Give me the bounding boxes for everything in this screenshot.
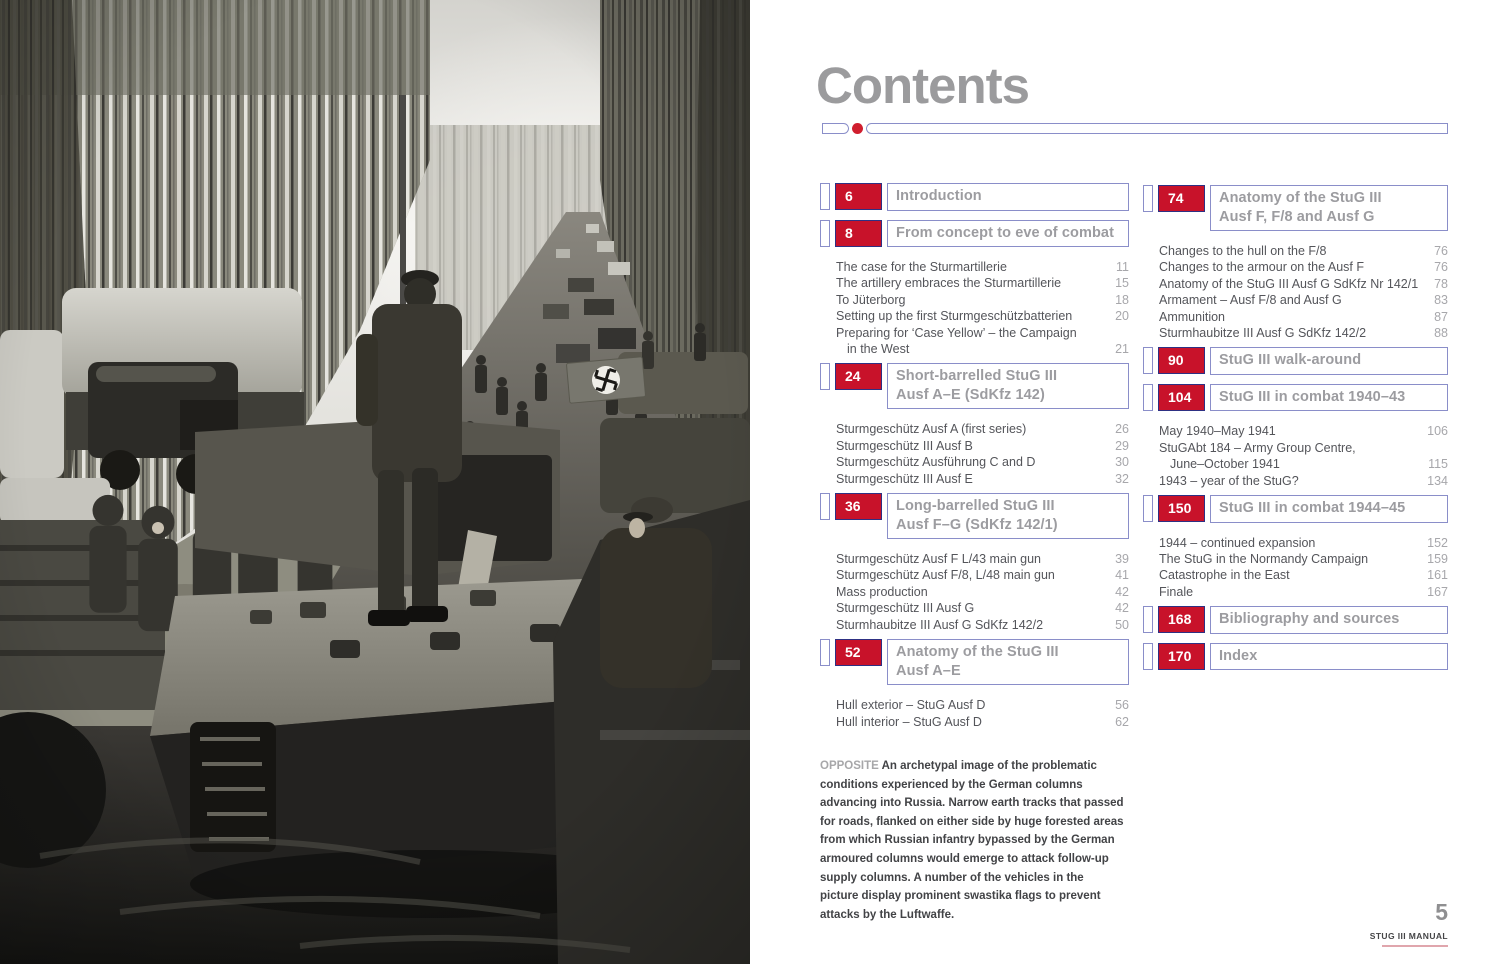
toc-item-page: 15: [1115, 276, 1129, 291]
toc-item-page: 56: [1115, 698, 1129, 713]
toc-item-page: 11: [1116, 260, 1129, 274]
chapter-section-introduction: [820, 183, 1129, 211]
chapter-title-box: Introduction: [887, 183, 1129, 211]
toc-item-label: Changes to the armour on the Ausf F: [1159, 260, 1364, 275]
toc-item: [836, 275, 1129, 291]
toc-item: [836, 259, 1129, 275]
toc-item: [1159, 440, 1448, 473]
chapter-number: 24: [835, 363, 882, 390]
toc-item-label: To Jüterborg: [836, 292, 906, 307]
toc-item-page: 42: [1115, 601, 1129, 616]
toc-item: [1159, 259, 1448, 275]
chapter-title-box: From concept to eve of combat: [887, 220, 1129, 248]
toc-item: [836, 714, 1129, 730]
toc-item-page: 76: [1434, 244, 1448, 258]
toc-item-label: Setting up the first Sturmgeschützbatterien: [836, 309, 1073, 324]
chapter-section-bibliography: [1143, 606, 1448, 634]
rule-dot: [852, 123, 863, 134]
toc-item-label: 1944 – continued expansion: [1159, 535, 1316, 550]
toc-item: [1159, 309, 1448, 325]
toc-item-label: The case for the Sturmartillerie: [836, 260, 1007, 274]
chapter-section-anatomy-f-g: [1143, 185, 1448, 231]
toc-item-page: 62: [1115, 714, 1129, 729]
chapter-number: 170: [1158, 643, 1205, 670]
chapter-tick-box: [820, 493, 830, 520]
toc-item: [1159, 292, 1448, 308]
toc-item-page: 87: [1434, 309, 1448, 324]
toc-item-page: 21: [1115, 342, 1129, 357]
toc-item-label: Mass production: [836, 584, 928, 599]
chapter-section-combat-1940-43: [1143, 384, 1448, 412]
toc-item: [1159, 243, 1448, 259]
toc-item: [836, 308, 1129, 324]
toc-item: [1159, 567, 1448, 583]
chapter-tick-box: [1143, 185, 1153, 212]
book-title: STUG III MANUAL: [1369, 931, 1448, 941]
toc-item-label: Sturmhaubitze III Ausf G SdKfz 142/2: [836, 617, 1044, 632]
rule-line: [866, 123, 1448, 134]
chapter-number: 8: [835, 220, 882, 247]
toc-item: [1159, 325, 1448, 341]
toc-item: [1159, 551, 1448, 567]
chapter-tick-box: [1143, 384, 1153, 411]
toc-item: [1159, 276, 1448, 292]
toc-item-page: 152: [1427, 535, 1448, 550]
chapter-title-box: StuG III in combat 1940–43: [1210, 384, 1448, 412]
toc-item: [836, 697, 1129, 713]
toc-item-label: Preparing for ‘Case Yellow’ – the Campaign in the West: [836, 325, 1077, 357]
toc-item-label: Catastrophe in the East: [1159, 568, 1290, 583]
chapter-section-short-barrelled: [820, 363, 1129, 409]
chapter-items: [820, 256, 1129, 363]
chapter-tick-box: [1143, 347, 1153, 374]
toc-item-page: 76: [1434, 260, 1448, 275]
chapter-title-box: Anatomy of the StuG III Ausf A–E: [887, 639, 1129, 685]
chapter-title-box: StuG III walk-around: [1210, 347, 1448, 375]
toc-item-page: 106: [1427, 424, 1448, 439]
chapter-number: 74: [1158, 185, 1205, 212]
chapter-title-box: StuG III in combat 1944–45: [1210, 495, 1448, 523]
toc-item: [836, 617, 1129, 633]
chapter-number: 52: [835, 639, 882, 666]
toc-item-page: 39: [1115, 552, 1129, 567]
rule-start-segment: [822, 123, 849, 134]
toc-item-label: Anatomy of the StuG III Ausf G SdKfz Nr 142/1: [1159, 276, 1419, 291]
chapter-items: [820, 418, 1129, 493]
photo-caption: [820, 757, 1125, 924]
chapter-number: 150: [1158, 495, 1205, 522]
chapter-title-box: Bibliography and sources: [1210, 606, 1448, 634]
toc-item: [836, 292, 1129, 308]
toc-item-page: 41: [1115, 568, 1129, 583]
chapter-items: [820, 548, 1129, 639]
toc-item-page: 134: [1427, 473, 1448, 488]
toc-item: [836, 421, 1129, 437]
chapter-number: 90: [1158, 347, 1205, 374]
toc-item-label: Sturmgeschütz Ausführung C and D: [836, 455, 1036, 470]
chapter-tick-box: [820, 639, 830, 666]
toc-item: [836, 584, 1129, 600]
chapter-title-box: Anatomy of the StuG III Ausf F, F/8 and Ausf G: [1210, 185, 1448, 231]
toc-item: [836, 551, 1129, 567]
toc-item: [836, 600, 1129, 616]
toc-item-page: 83: [1434, 293, 1448, 308]
chapter-section-concept: [820, 220, 1129, 248]
toc-item-page: 115: [1428, 457, 1448, 472]
toc-item-label: Sturmhaubitze III Ausf G SdKfz 142/2: [1159, 326, 1367, 341]
chapter-title-box: Index: [1210, 643, 1448, 671]
toc-item-page: 42: [1115, 584, 1129, 599]
toc-item-page: 30: [1115, 455, 1129, 470]
chapter-section-index: [1143, 643, 1448, 671]
chapter-number: 104: [1158, 384, 1205, 411]
page-footer: [1370, 901, 1448, 947]
chapter-items: [1143, 240, 1448, 347]
toc-item: [1159, 535, 1448, 551]
toc-item-label: Sturmgeschütz III Ausf B: [836, 438, 973, 453]
toc-item-label: Ammunition: [1159, 309, 1225, 324]
toc-item-page: 32: [1115, 471, 1129, 486]
toc-item: [836, 454, 1129, 470]
caption-text: An archetypal image of the problematic conditions experienced by the German columns advancing into Russia. Narrow earth tracks that passed for roads, flanked on either side by huge forested areas from which Russian infantry bypassed by the German armoured columns would emerge to attack follow-up supply columns. A number of the vehicles in the picture display prominent swastika flags to prevent attacks by the Luftwaffe.: [820, 760, 1124, 921]
toc-item: [1159, 584, 1448, 600]
toc-item-label: Hull exterior – StuG Ausf D: [836, 698, 986, 713]
toc-item-label: StuGAbt 184 – Army Group Centre, June–October 1941: [1159, 440, 1356, 472]
chapter-title-box: Short-barrelled StuG III Ausf A–E (SdKfz 142): [887, 363, 1129, 409]
toc-item-label: Hull interior – StuG Ausf D: [836, 714, 982, 729]
toc-item-label: Finale: [1159, 584, 1194, 599]
toc-item-page: 159: [1427, 551, 1448, 566]
footer-rule: [1382, 945, 1448, 947]
toc-item-page: 26: [1115, 422, 1129, 437]
toc-item-label: May 1940–May 1941: [1159, 424, 1276, 439]
chapter-items: [820, 694, 1129, 736]
chapter-section-long-barrelled: [820, 493, 1129, 539]
toc-item-page: 161: [1427, 568, 1448, 583]
page-number: 5: [1435, 899, 1448, 925]
toc-item-label: Sturmgeschütz Ausf F L/43 main gun: [836, 552, 1041, 567]
toc-item-label: Sturmgeschütz III Ausf G: [836, 601, 975, 616]
toc-column-left: [820, 183, 1129, 736]
toc-item: [1159, 473, 1448, 489]
chapter-items: [1143, 420, 1448, 495]
toc-item-page: 78: [1434, 276, 1448, 291]
toc-item-label: Armament – Ausf F/8 and Ausf G: [1159, 293, 1342, 308]
toc-item: [836, 471, 1129, 487]
toc-item-label: Sturmgeschütz III Ausf E: [836, 471, 973, 486]
caption-label: OPPOSITE: [820, 760, 879, 772]
toc-item-page: 20: [1115, 309, 1129, 324]
chapter-tick-box: [1143, 643, 1153, 670]
toc-item-label: Changes to the hull on the F/8: [1159, 244, 1327, 258]
toc-item-label: The StuG in the Normandy Campaign: [1159, 551, 1369, 566]
chapter-tick-box: [1143, 606, 1153, 633]
chapter-section-combat-1944-45: [1143, 495, 1448, 523]
chapter-items: [1143, 532, 1448, 607]
toc-item-page: 29: [1115, 438, 1129, 453]
chapter-tick-box: [820, 220, 830, 247]
chapter-title-box: Long-barrelled StuG III Ausf F–G (SdKfz 142/1): [887, 493, 1129, 539]
toc-item: [836, 438, 1129, 454]
toc-item-label: Sturmgeschütz Ausf F/8, L/48 main gun: [836, 568, 1055, 583]
toc-item-page: 88: [1434, 326, 1448, 341]
toc-item-label: 1943 – year of the StuG?: [1159, 473, 1299, 488]
toc-item-page: 18: [1115, 292, 1129, 307]
page-title: Contents: [816, 57, 1029, 114]
chapter-tick-box: [1143, 495, 1153, 522]
chapter-section-walk-around: [1143, 347, 1448, 375]
toc-item-label: Sturmgeschütz Ausf A (first series): [836, 422, 1027, 437]
toc-item: [836, 567, 1129, 583]
chapter-number: 6: [835, 183, 882, 210]
chapter-number: 168: [1158, 606, 1205, 633]
chapter-tick-box: [820, 363, 830, 390]
toc-item-page: 167: [1427, 584, 1448, 599]
chapter-section-anatomy-a-e: [820, 639, 1129, 685]
toc-item: [836, 325, 1129, 358]
chapter-tick-box: [820, 183, 830, 210]
chapter-number: 36: [835, 493, 882, 520]
toc-item-page: 50: [1115, 617, 1129, 632]
toc-item: [1159, 423, 1448, 439]
contents-rule: [822, 123, 1448, 134]
toc-item-label: The artillery embraces the Sturmartillerie: [836, 276, 1062, 291]
toc-column-right: [1143, 185, 1448, 679]
